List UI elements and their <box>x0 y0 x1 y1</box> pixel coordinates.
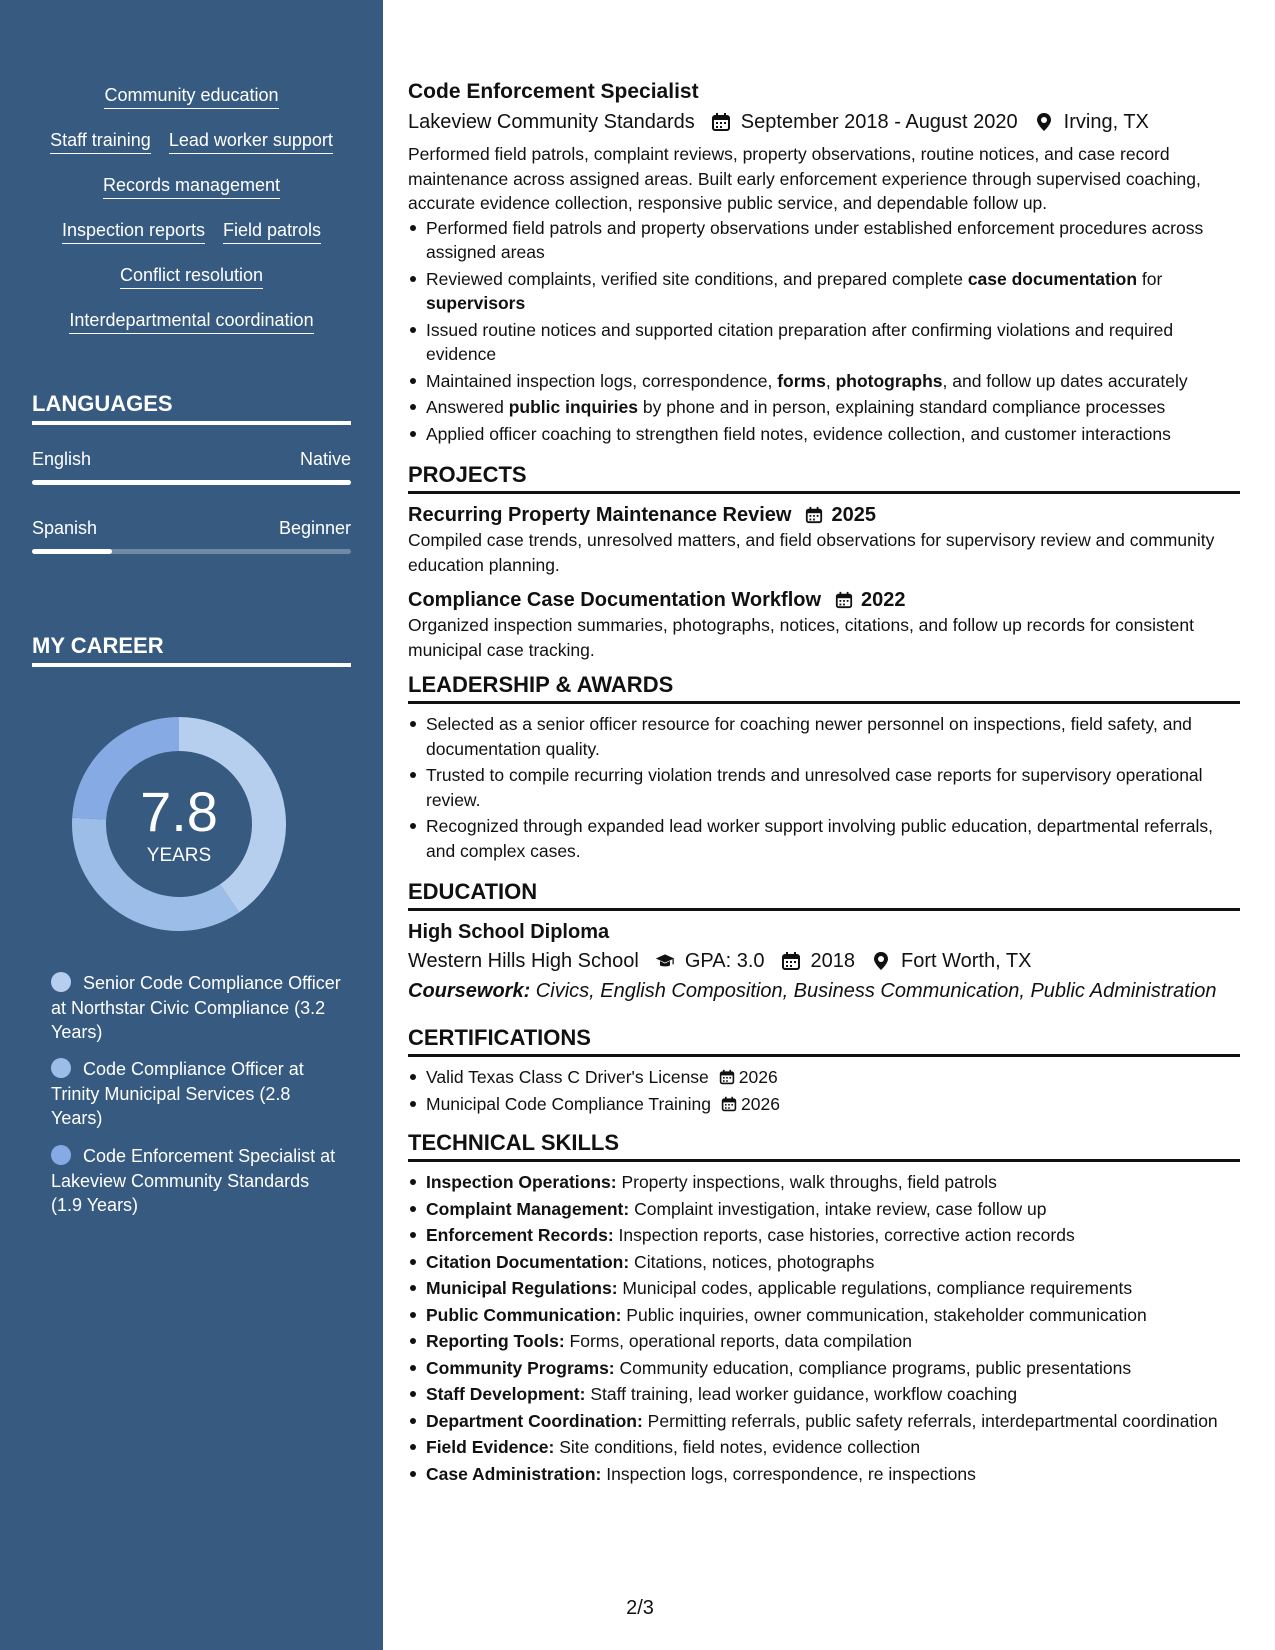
bullet-bold-text: photographs <box>835 370 943 391</box>
education-location: Fort Worth, TX <box>901 950 1032 972</box>
calendar-icon <box>719 1069 735 1085</box>
certification-year: 2026 <box>738 1067 778 1087</box>
job-title: Code Enforcement Specialist <box>408 80 699 103</box>
technical-skill-item <box>408 1303 1240 1328</box>
job-dates: September 2018 - August 2020 <box>740 111 1018 133</box>
bullet-bold-text: public inquiries <box>508 397 639 417</box>
calendar-icon <box>721 1096 737 1112</box>
career-heading: MY CAREER <box>32 633 351 667</box>
skill-row <box>32 264 351 309</box>
skill-text: Public inquiries, owner communication, stakeholder communication <box>621 1304 1147 1325</box>
job-company: Lakeview Community Standards <box>408 111 695 133</box>
bullet-text: Maintained inspection logs, correspondence, <box>426 370 778 391</box>
skill-text: Community education, compliance programs, public presentations <box>614 1357 1132 1378</box>
calendar-icon <box>711 112 731 132</box>
skill-label: Municipal Regulations: <box>426 1278 618 1298</box>
project-year: 2022 <box>861 589 906 611</box>
project-title <box>408 587 1240 613</box>
sidebar <box>0 0 383 1650</box>
job-location: Irving, TX <box>1063 111 1149 133</box>
leadership-item: Recognized through expanded lead worker support involving public education, departmental referrals, and complex cases. <box>408 814 1240 863</box>
skill-label: Citation Documentation: <box>426 1251 630 1272</box>
career-item <box>51 971 341 1045</box>
certifications-heading: CERTIFICATIONS <box>408 1025 1240 1057</box>
certification-name: Valid Texas Class C Driver's License <box>426 1067 709 1087</box>
bullet-text: Performed field patrols and property observations under established enforcement procedures across assigned areas <box>426 217 1204 262</box>
career-item-text: Code Enforcement Specialist at Lakeview Community Standards (1.9 Years) <box>51 1146 336 1215</box>
job-meta <box>408 108 1240 136</box>
language-row <box>32 518 351 539</box>
project-year: 2025 <box>831 504 876 526</box>
certification-item <box>408 1065 1240 1090</box>
technical-skill-item <box>408 1250 1240 1275</box>
skill-text: Site conditions, field notes, evidence collection <box>554 1437 921 1457</box>
bullet-bold-text: case documentation <box>967 268 1138 289</box>
technical-skills-heading: TECHNICAL SKILLS <box>408 1130 1240 1162</box>
calendar-icon <box>835 591 853 609</box>
skill-text: Municipal codes, applicable regulations, compliance requirements <box>617 1278 1133 1298</box>
skill-row <box>32 174 351 219</box>
skill-tag: Records management <box>103 174 280 199</box>
leadership-list <box>408 712 1240 863</box>
skill-text: Citations, notices, photographs <box>629 1251 875 1272</box>
career-dot-icon <box>51 1145 71 1165</box>
skill-tag: Field patrols <box>223 219 321 244</box>
technical-skill-item <box>408 1435 1240 1460</box>
main-content <box>408 78 1240 1488</box>
career-dot-icon <box>51 1058 71 1078</box>
language-bar-fill <box>32 549 112 554</box>
bullet-bold-text: supervisors <box>426 293 526 313</box>
job-bullet <box>408 369 1240 394</box>
language-level: Beginner <box>278 518 351 538</box>
education-coursework <box>408 977 1240 1005</box>
location-pin-icon <box>871 951 891 971</box>
project-title <box>408 502 1240 528</box>
skill-row <box>32 309 351 354</box>
bullet-text: Applied officer coaching to strengthen field notes, evidence collection, and customer interactions <box>426 423 1171 444</box>
job-summary: Performed field patrols, complaint reviews, property observations, routine notices, and case record maintenance across assigned areas. Built early enforcement experience through supervised coaching, accurate evidence collection, responsive public service, and dependable follow up. <box>408 144 1201 213</box>
skill-row <box>32 219 351 264</box>
education-gpa: GPA: 3.0 <box>684 950 765 972</box>
bullet-text: , and follow up dates accurately <box>942 370 1188 391</box>
skill-label: Public Communication: <box>426 1304 622 1325</box>
coursework-text: Civics, English Composition, Business Communication, Public Administration <box>530 980 1217 1002</box>
skill-label: Case Administration: <box>426 1463 602 1484</box>
leadership-item: Trusted to compile recurring violation trends and unresolved case reports for supervisory operational review. <box>408 763 1240 812</box>
calendar-icon <box>781 951 801 971</box>
coursework-label: Coursework: <box>408 980 531 1002</box>
certification-year: 2026 <box>741 1093 780 1114</box>
technical-skill-item <box>408 1223 1240 1248</box>
skill-label: Department Coordination: <box>426 1410 643 1431</box>
skill-tag: Lead worker support <box>169 129 333 154</box>
bullet-text: Answered <box>426 397 509 417</box>
language-row <box>32 449 351 470</box>
certifications-list <box>408 1065 1240 1116</box>
language-name: Spanish <box>32 518 98 538</box>
bullet-text: for <box>1137 268 1163 289</box>
language-bar-fill <box>32 480 351 485</box>
career-item <box>51 1144 341 1218</box>
skill-label: Inspection Operations: <box>426 1172 617 1192</box>
career-dot-icon <box>51 972 71 992</box>
project-description: Compiled case trends, unresolved matters, and field observations for supervisory review and community education planning. <box>408 530 1215 575</box>
technical-skill-item <box>408 1462 1240 1487</box>
bullet-text: Issued routine notices and supported citation preparation after confirming violations and required evidence <box>426 319 1174 364</box>
skill-text: Property inspections, walk throughs, field patrols <box>616 1172 997 1192</box>
technical-skill-item <box>408 1276 1240 1301</box>
skill-text: Permitting referrals, public safety referrals, interdepartmental coordination <box>642 1410 1218 1431</box>
skill-label: Community Programs: <box>426 1357 615 1378</box>
skill-label: Staff Development: <box>426 1384 586 1404</box>
technical-skill-item <box>408 1170 1240 1195</box>
skill-text: Staff training, lead worker guidance, workflow coaching <box>585 1384 1018 1404</box>
graduation-cap-icon <box>655 951 675 971</box>
skill-tag: Community education <box>104 84 278 109</box>
skill-tag: Inspection reports <box>62 219 205 244</box>
career-item <box>51 1057 341 1131</box>
skill-tag: Staff training <box>50 129 151 154</box>
skill-tag: Interdepartmental coordination <box>69 309 313 334</box>
technical-skill-item <box>408 1409 1240 1434</box>
skill-text: Complaint investigation, intake review, case follow up <box>629 1198 1047 1219</box>
projects-heading: PROJECTS <box>408 462 1240 494</box>
languages-heading: LANGUAGES <box>32 391 351 425</box>
skill-text: Inspection reports, case histories, corrective action records <box>613 1225 1075 1245</box>
job-bullets <box>408 216 1240 447</box>
skill-label: Complaint Management: <box>426 1198 630 1219</box>
skill-tag: Conflict resolution <box>120 264 263 289</box>
page-number: 2/3 <box>626 1597 654 1619</box>
job-bullet <box>408 216 1240 265</box>
skill-text: Forms, operational reports, data compilation <box>564 1331 912 1351</box>
technical-skill-item <box>408 1197 1240 1222</box>
job-bullet <box>408 395 1240 420</box>
skill-label: Reporting Tools: <box>426 1331 565 1351</box>
location-pin-icon <box>1034 112 1054 132</box>
education-heading: EDUCATION <box>408 879 1240 911</box>
technical-skill-item <box>408 1329 1240 1354</box>
career-total-years: 7.8 <box>140 780 218 843</box>
skill-row <box>32 84 351 129</box>
bullet-text: , <box>825 370 836 391</box>
technical-skill-item <box>408 1356 1240 1381</box>
education-meta <box>408 947 1240 975</box>
career-item-text: Code Compliance Officer at Trinity Municipal Services (2.8 Years) <box>51 1059 304 1128</box>
skill-label: Field Evidence: <box>426 1437 555 1457</box>
education-school: Western Hills High School <box>408 950 639 972</box>
job-bullet <box>408 318 1240 367</box>
technical-skill-item <box>408 1382 1240 1407</box>
language-level: Native <box>299 449 351 469</box>
certification-item <box>408 1092 1240 1117</box>
language-bar <box>32 480 351 485</box>
leadership-heading: LEADERSHIP & AWARDS <box>408 672 1240 704</box>
technical-skills-list <box>408 1170 1240 1486</box>
language-name: English <box>32 449 92 469</box>
job-bullet <box>408 267 1240 316</box>
project-name: Compliance Case Documentation Workflow <box>408 589 822 611</box>
skill-text: Inspection logs, correspondence, re inspections <box>601 1463 976 1484</box>
bullet-bold-text: forms <box>777 370 826 391</box>
skill-label: Enforcement Records: <box>426 1225 614 1245</box>
bullet-text: by phone and in person, explaining standard compliance processes <box>638 397 1166 417</box>
leadership-item: Selected as a senior officer resource for coaching newer personnel on inspections, field safety, and documentation quality. <box>408 712 1240 761</box>
language-bar <box>32 549 351 554</box>
skills-list <box>32 84 351 354</box>
education-degree: High School Diploma <box>408 921 610 943</box>
education-year: 2018 <box>810 950 856 972</box>
calendar-icon <box>805 506 823 524</box>
project-name: Recurring Property Maintenance Review <box>408 504 792 526</box>
skill-row <box>32 129 351 174</box>
certification-name: Municipal Code Compliance Training <box>426 1093 712 1114</box>
bullet-text: Reviewed complaints, verified site conditions, and prepared complete <box>426 268 968 289</box>
job-bullet <box>408 422 1240 447</box>
career-item-text: Senior Code Compliance Officer at Northstar Civic Compliance (3.2 Years) <box>51 973 341 1042</box>
career-total-unit: YEARS <box>146 845 212 866</box>
project-description: Organized inspection summaries, photographs, notices, citations, and follow up records for consistent municipal case tracking. <box>408 615 1194 660</box>
